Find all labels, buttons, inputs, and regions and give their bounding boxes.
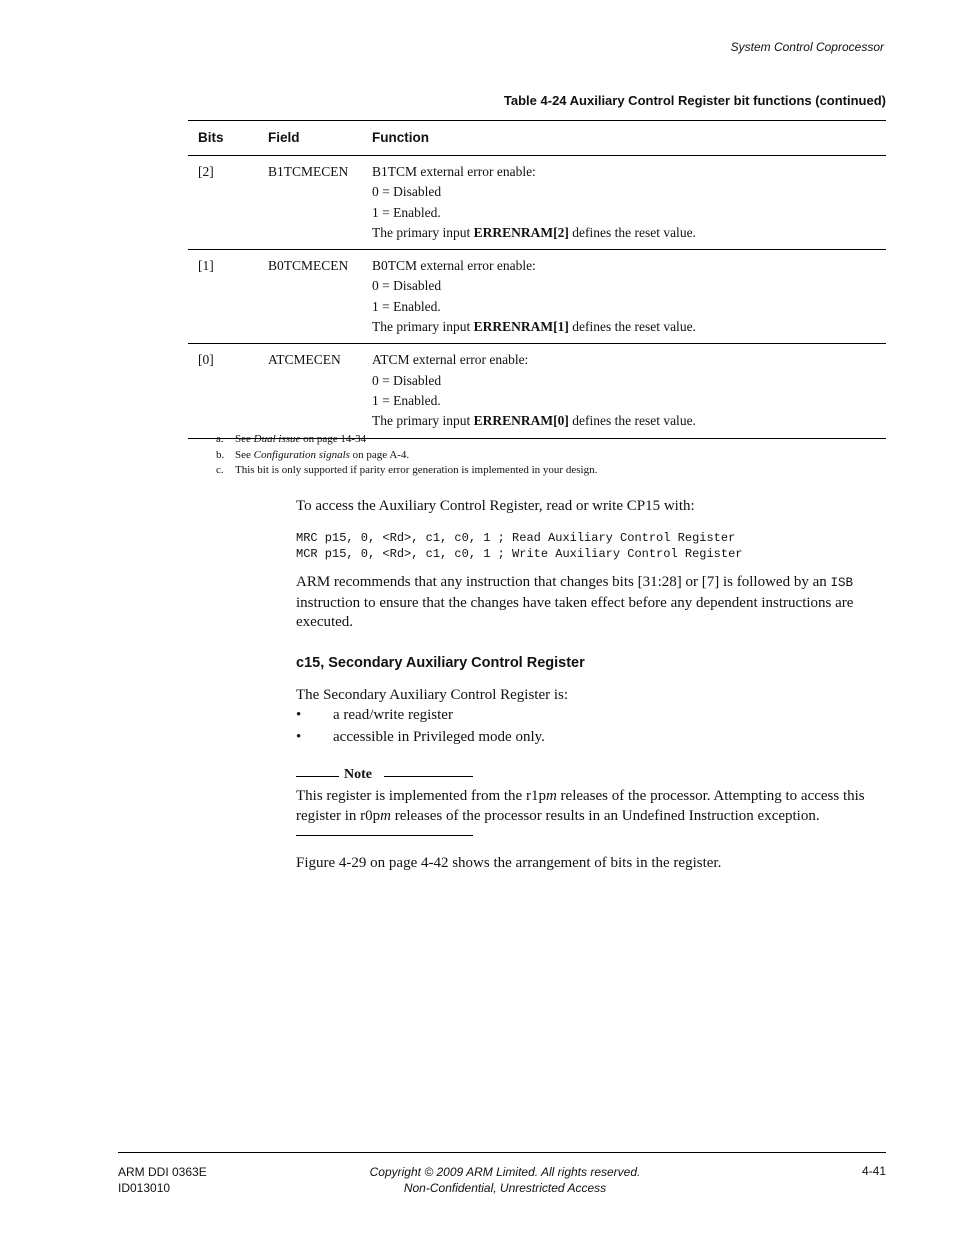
reset-signal: ERRENRAM[2] bbox=[473, 224, 569, 240]
function-value-enabled: 1 = Enabled. bbox=[372, 298, 441, 314]
note-text-italic: m bbox=[545, 788, 557, 804]
reset-note-post: defines the reset value. bbox=[568, 224, 696, 240]
reset-signal: ERRENRAM[1] bbox=[473, 319, 569, 335]
reset-signal: ERRENRAM[0] bbox=[473, 413, 569, 429]
code-write-instruction: MCR p15, 0, <Rd>, c1, c0, 1 ; Write Auxiliary Control Register bbox=[296, 547, 743, 561]
footer-copyright: Copyright © 2009 ARM Limited. All rights reserved. bbox=[369, 1165, 641, 1179]
footnote-label: b. bbox=[216, 448, 225, 461]
footer-issue-id: ID013010 bbox=[118, 1181, 171, 1195]
footnote-post: on page A-4. bbox=[349, 448, 410, 461]
column-header-bits: Bits bbox=[188, 121, 258, 156]
note-text-part: releases of the processor results in an Undefined Instruction exception. bbox=[390, 807, 820, 824]
function-value-disabled: 0 = Disabled bbox=[372, 278, 442, 294]
cell-function bbox=[362, 156, 886, 250]
function-value-enabled: 1 = Enabled. bbox=[372, 392, 441, 408]
table-row bbox=[188, 344, 886, 438]
note-label: Note bbox=[344, 767, 372, 782]
note-text-part: This register is implemented from the r1p bbox=[296, 788, 546, 804]
table-title: Table 4-24 Auxiliary Control Register bit functions (continued) bbox=[503, 93, 886, 108]
list-item bbox=[296, 707, 453, 724]
bit-functions-table-container bbox=[188, 120, 886, 439]
section-heading: c15, Secondary Auxiliary Control Register bbox=[296, 655, 585, 671]
footnote-text bbox=[235, 448, 409, 464]
footer-doc-ids bbox=[118, 1164, 207, 1196]
reset-note-post: defines the reset value. bbox=[568, 319, 696, 335]
table-row bbox=[188, 250, 886, 344]
code-read-instruction: MRC p15, 0, <Rd>, c1, c0, 1 ; Read Auxiliary Control Register bbox=[296, 531, 736, 545]
page-number: 4-41 bbox=[861, 1164, 886, 1178]
footnote-pre: See bbox=[235, 433, 254, 445]
footnote-post: on page 14-34 bbox=[300, 433, 367, 445]
note-header bbox=[296, 767, 474, 785]
isb-recommendation bbox=[296, 573, 886, 633]
cell-field: B1TCMECEN bbox=[268, 164, 349, 179]
column-header-field: Field bbox=[258, 121, 362, 156]
function-reset-note bbox=[372, 317, 886, 337]
cell-function bbox=[362, 344, 886, 438]
bullet-marker: • bbox=[296, 729, 302, 745]
note-rule-right bbox=[384, 776, 473, 777]
note-rule-bottom bbox=[296, 835, 473, 836]
isb-instruction: ISB bbox=[830, 576, 853, 590]
reset-note-pre: The primary input bbox=[372, 319, 474, 335]
footnote-ref-link[interactable]: Dual issue bbox=[253, 433, 301, 445]
footnote-text: This bit is only supported if parity error generation is implemented in your design. bbox=[235, 464, 598, 477]
footnote-label: c. bbox=[216, 464, 224, 477]
table-footnotes bbox=[216, 432, 597, 479]
footer-rule bbox=[118, 1152, 886, 1153]
note-text bbox=[296, 787, 886, 826]
bit-functions-table bbox=[188, 120, 886, 439]
footnote-text bbox=[235, 432, 366, 448]
footnote-pre: See bbox=[235, 448, 254, 461]
cell-bits: [2] bbox=[198, 164, 214, 179]
note-text-italic: m bbox=[380, 807, 391, 824]
footnote bbox=[216, 448, 597, 464]
running-header: System Control Coprocessor bbox=[730, 40, 884, 54]
function-description: B1TCM external error enable: bbox=[372, 164, 536, 179]
function-value-disabled: 0 = Disabled bbox=[372, 184, 442, 200]
footnote-ref-link[interactable]: Configuration signals bbox=[253, 448, 350, 461]
access-intro: To access the Auxiliary Control Register, read or write CP15 with: bbox=[296, 498, 695, 514]
note-rule-left bbox=[296, 776, 339, 777]
list-item-text: accessible in Privileged mode only. bbox=[333, 729, 545, 745]
footer-access: Non-Confidential, Unrestricted Access bbox=[403, 1181, 607, 1195]
footnote bbox=[216, 463, 597, 479]
column-header-function: Function bbox=[362, 121, 886, 156]
recommend-pre: ARM recommends that any instruction that changes bits [31:28] or [7] is followed by an bbox=[296, 574, 831, 590]
footer-doc-id: ARM DDI 0363E bbox=[118, 1165, 207, 1179]
cell-bits: [0] bbox=[188, 344, 258, 438]
function-description: ATCM external error enable: bbox=[372, 352, 529, 368]
cell-field: ATCMECEN bbox=[258, 344, 362, 438]
footnote-label: a. bbox=[216, 433, 224, 445]
list-item-text: a read/write register bbox=[333, 707, 453, 723]
table-row bbox=[188, 156, 886, 250]
reset-note-pre: The primary input bbox=[372, 224, 474, 240]
section-intro: The Secondary Auxiliary Control Register is: bbox=[296, 687, 569, 703]
list-item bbox=[296, 729, 545, 746]
cell-function bbox=[362, 250, 886, 344]
footer-copyright-block bbox=[360, 1164, 650, 1196]
cell-bits: [1] bbox=[188, 250, 258, 344]
function-description: B0TCM external error enable: bbox=[372, 258, 536, 274]
table-header-row bbox=[188, 121, 886, 156]
function-reset-note bbox=[372, 411, 886, 431]
figure-reference: Figure 4-29 on page 4-42 shows the arrangement of bits in the register. bbox=[296, 855, 722, 871]
recommend-post: instruction to ensure that the changes have taken effect before any dependent instructions are executed. bbox=[296, 594, 854, 630]
function-value-enabled: 1 = Enabled. bbox=[372, 204, 441, 220]
note-text-part: releases of the processor. Attempting to access this register in r0p bbox=[296, 788, 865, 824]
reset-note-pre: The primary input bbox=[372, 413, 474, 429]
bullet-marker: • bbox=[296, 707, 302, 723]
function-reset-note bbox=[372, 223, 886, 243]
reset-note-post: defines the reset value. bbox=[568, 413, 696, 429]
footnote bbox=[216, 432, 597, 448]
function-value-disabled: 0 = Disabled bbox=[372, 372, 442, 388]
cell-field: B0TCMECEN bbox=[258, 250, 362, 344]
